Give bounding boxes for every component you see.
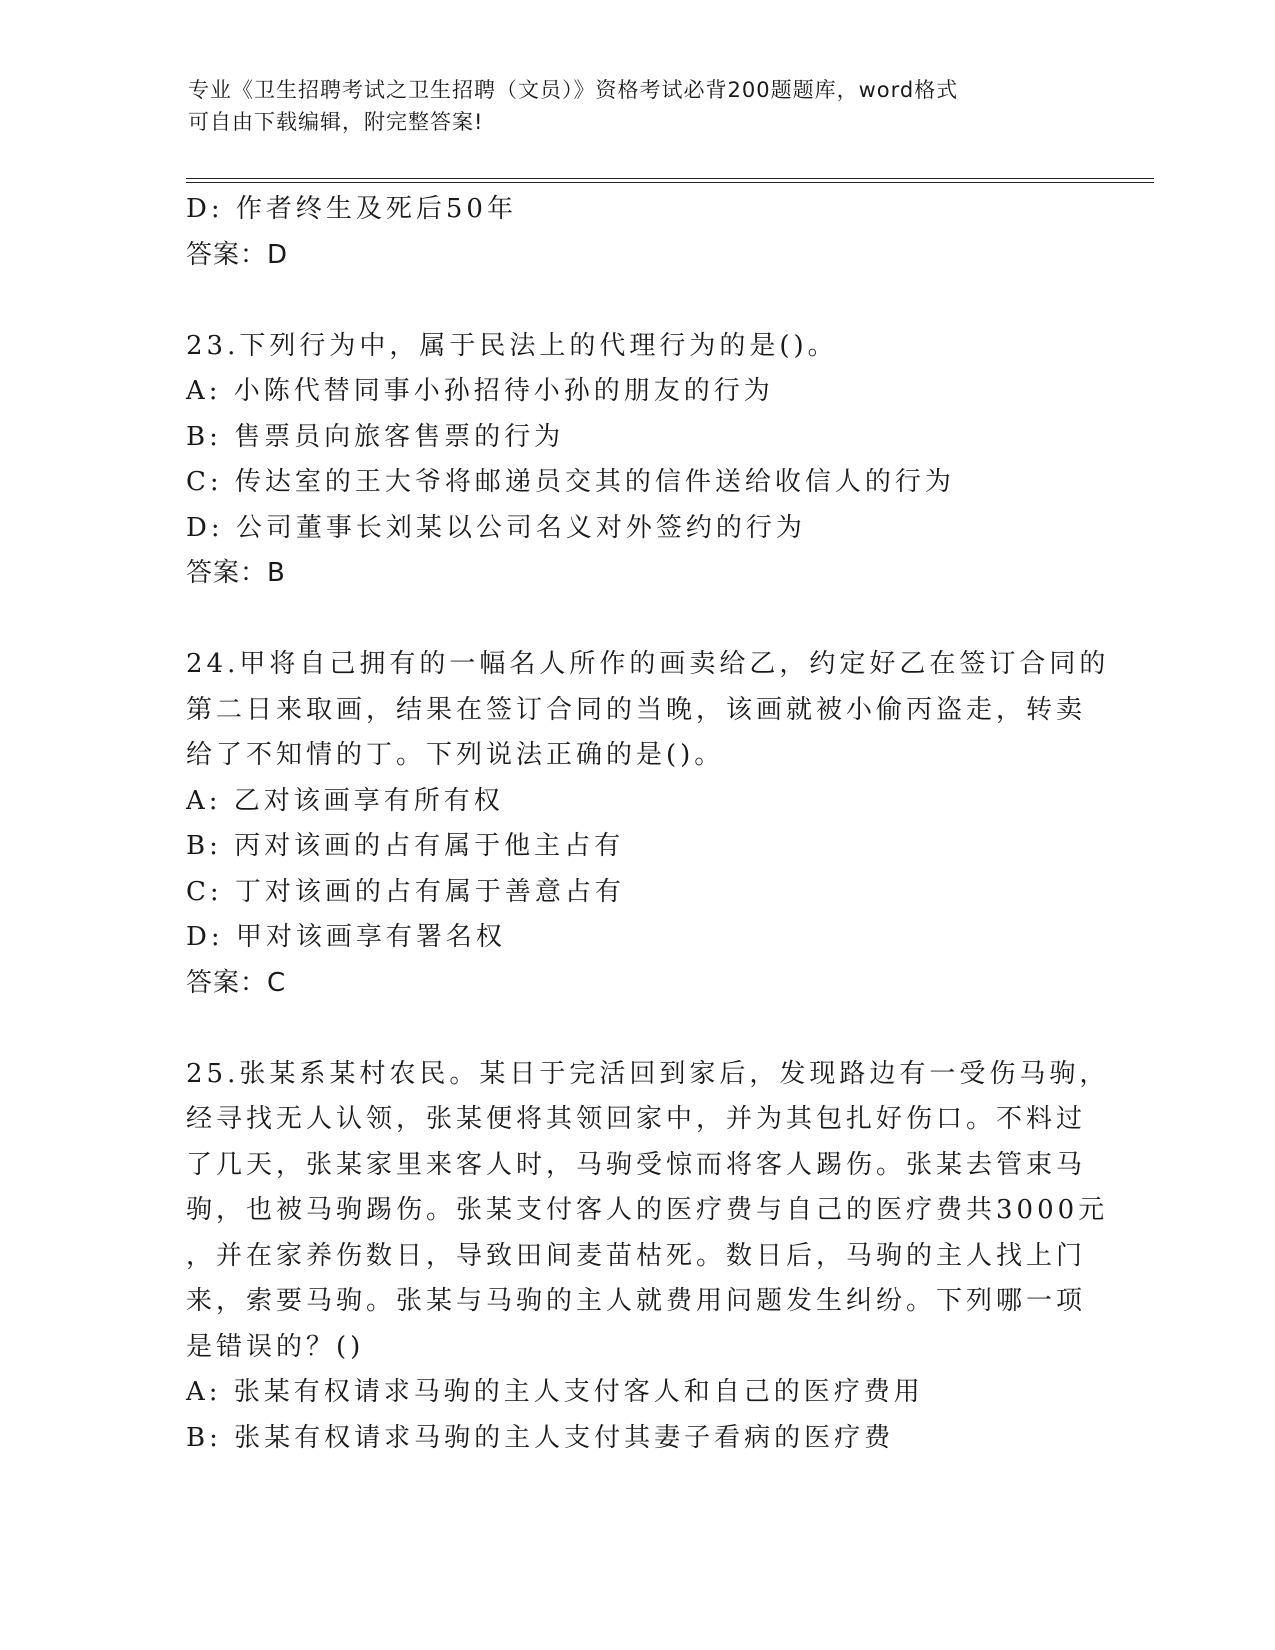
- answer-line: 答案：C: [186, 967, 287, 998]
- question-25: [186, 1052, 1110, 1462]
- header-line-2: 可自由下载编辑，附完整答案!: [188, 110, 484, 134]
- question-stem: ，并在家养伤数日，导致田间麦苗枯死。数日后，马驹的主人找上门: [186, 1240, 1087, 1271]
- question-stem: 经寻找无人认领，张某便将其领回家中，并为其包扎好伤口。不料过: [186, 1104, 1087, 1134]
- question-24: [186, 642, 1110, 1006]
- option-c: C: 传达室的王大爷将邮递员交其的信件送给收信人的行为: [186, 467, 955, 497]
- question-stem: 25.张某系某村农民。某日于完活回到家后，发现路边有一受伤马驹，: [186, 1058, 1110, 1089]
- option-a: A: 乙对该画享有所有权: [186, 785, 504, 816]
- question-stem: 23.下列行为中，属于民法上的代理行为的是()。: [186, 330, 838, 361]
- header-divider: [186, 178, 1154, 183]
- question-stem: 驹，也被马驹踢伤。张某支付客人的医疗费与自己的医疗费共3000元: [186, 1195, 1109, 1225]
- document-header: [188, 74, 1068, 138]
- option-d: D: 甲对该画享有署名权: [186, 922, 506, 952]
- answer-line: 答案：B: [186, 558, 286, 588]
- answer-line: 答案：D: [186, 239, 289, 270]
- document-body: [186, 187, 1110, 1461]
- option-d: D: 作者终生及死后50年: [186, 194, 517, 224]
- question-23: [186, 324, 1086, 597]
- question-stem: 第二日来取画，结果在签订合同的当晚，该画就被小偷丙盗走，转卖: [186, 694, 1087, 725]
- option-c: C: 丁对该画的占有属于善意占有: [186, 876, 625, 907]
- question-stem: 给了不知情的丁。下列说法正确的是()。: [186, 740, 725, 770]
- spacer: [186, 597, 1086, 643]
- question-22-tail: [186, 187, 1086, 278]
- option-d: D: 公司董事长刘某以公司名义对外签约的行为: [186, 512, 806, 543]
- question-stem: 了几天，张某家里来客人时，马驹受惊而将客人踢伤。张某去管束马: [186, 1149, 1087, 1180]
- option-b: B: 张某有权请求马驹的主人支付其妻子看病的医疗费: [186, 1422, 895, 1453]
- question-stem: 24.甲将自己拥有的一幅名人所作的画卖给乙，约定好乙在签订合同的: [186, 649, 1110, 679]
- spacer: [186, 278, 1086, 324]
- option-b: B: 丙对该画的占有属于他主占有: [186, 831, 625, 861]
- header-line-1: 专业《卫生招聘考试之卫生招聘（文员）》资格考试必背200题题库，word格式: [188, 78, 959, 102]
- option-b: B: 售票员向旅客售票的行为: [186, 421, 565, 452]
- question-stem: 是错误的？(): [186, 1331, 365, 1362]
- option-a: A: 小陈代替同事小孙招待小孙的朋友的行为: [186, 376, 774, 406]
- question-stem: 来，索要马驹。张某与马驹的主人就费用问题发生纠纷。下列哪一项: [186, 1286, 1087, 1316]
- option-a: A: 张某有权请求马驹的主人支付客人和自己的医疗费用: [186, 1377, 924, 1407]
- spacer: [186, 1006, 1086, 1052]
